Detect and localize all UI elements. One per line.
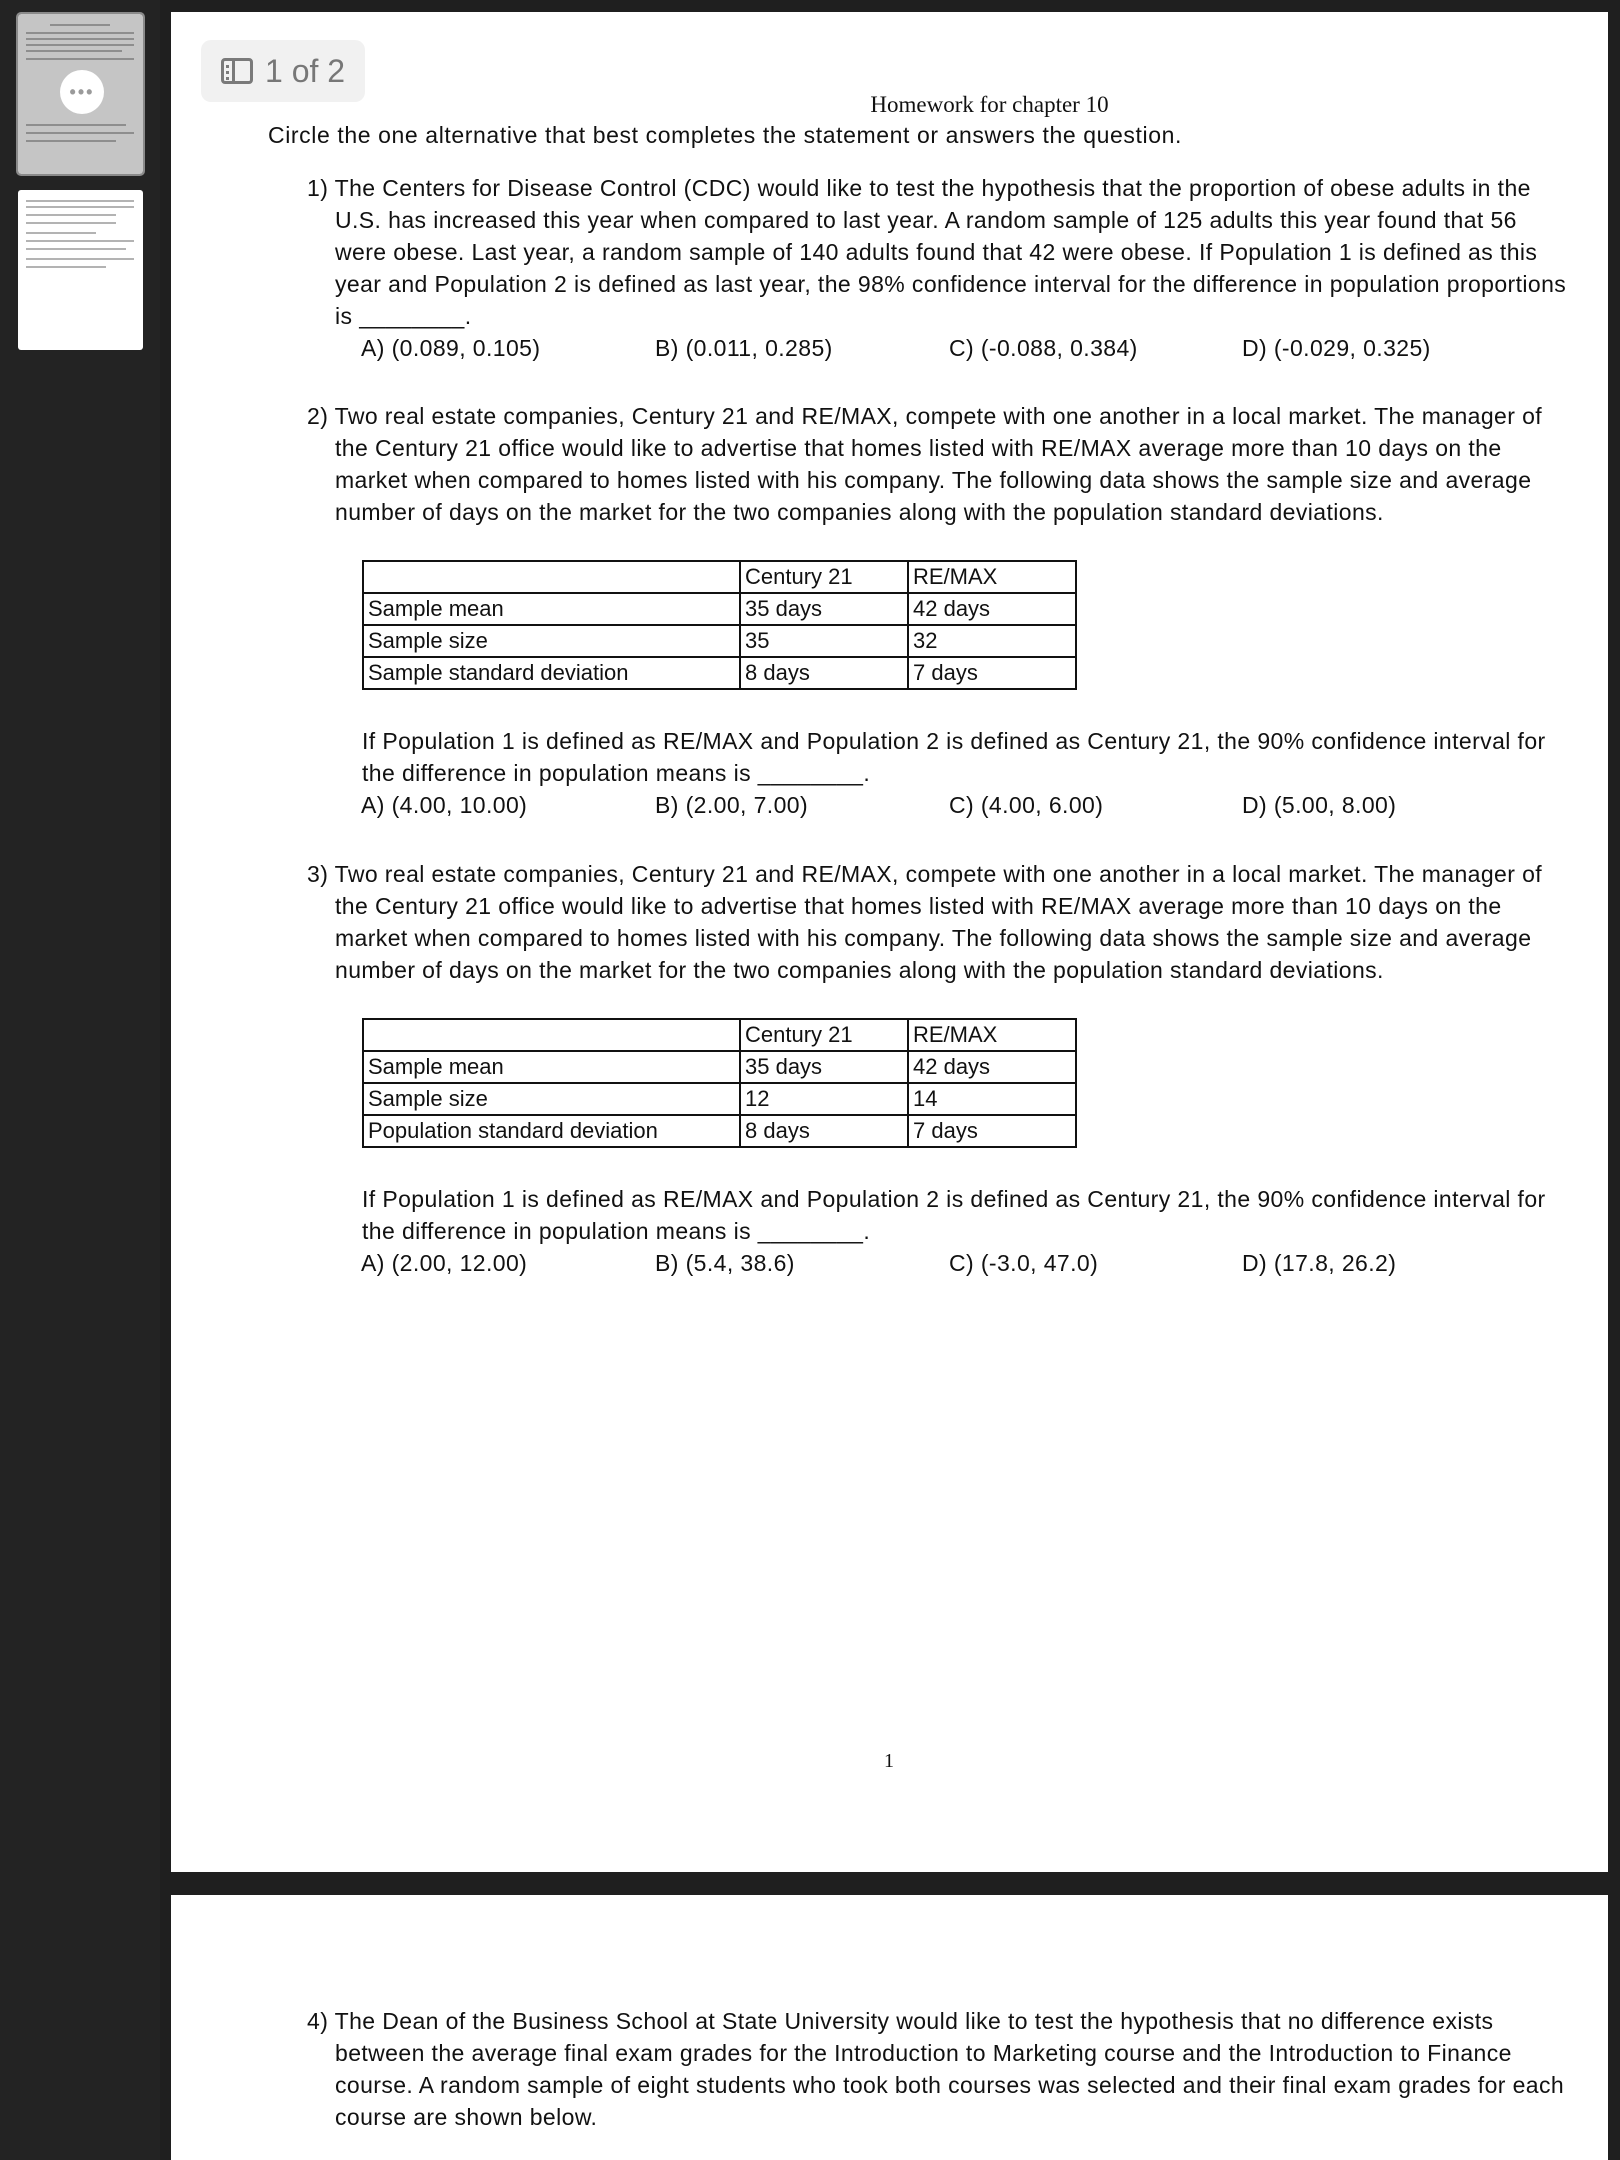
question-2-followup: [362, 725, 1572, 789]
thumbnail-more-icon[interactable]: •••: [60, 70, 104, 114]
thumbnail-line: [26, 206, 134, 208]
table-cell: Sample standard deviation: [363, 657, 740, 689]
thumbnail-line: [26, 132, 134, 134]
table-cell: 12: [740, 1083, 908, 1115]
table-row: [363, 1083, 1076, 1115]
table-cell: 42 days: [908, 593, 1076, 625]
answer-d[interactable]: D) (17.8, 26.2): [1242, 1250, 1397, 1276]
document-page-1: [171, 12, 1608, 1872]
question-1: [307, 172, 1575, 364]
table-cell: 8 days: [740, 1115, 908, 1147]
table-cell: 42 days: [908, 1051, 1076, 1083]
thumbnail-line: [26, 232, 96, 234]
question-text: The Dean of the Business School at State University would like to test the hypothesis that no difference exists between the average final exam grades for the Introduction to Marketing course and the Introduction to Finance course. A random sample of eight students who took both courses was selected and their final exam grades for each course are shown below.: [334, 2008, 1565, 2130]
question-number: 2): [307, 403, 329, 429]
table-cell: 35 days: [740, 1051, 908, 1083]
answer-a[interactable]: A) (0.089, 0.105): [361, 335, 541, 361]
answer-a[interactable]: A) (4.00, 10.00): [361, 792, 528, 818]
instructions: Circle the one alternative that best completes the statement or answers the question.: [268, 122, 1182, 148]
thumbnail-line: [26, 140, 116, 142]
thumbnail-line: [26, 200, 134, 202]
question-3-answers: [335, 1247, 1575, 1279]
table-cell: RE/MAX: [908, 561, 1076, 593]
table-cell: Century 21: [740, 1019, 908, 1051]
thumbnail-line: [50, 24, 110, 26]
table-cell: [363, 1019, 740, 1051]
thumbnail-line: [26, 124, 126, 126]
table-cell: Sample size: [363, 625, 740, 657]
thumbnail-line: [26, 222, 116, 224]
table-row: [363, 1115, 1076, 1147]
question-number: 3): [307, 861, 329, 887]
answer-b[interactable]: B) (5.4, 38.6): [655, 1250, 795, 1276]
question-number: 4): [307, 2008, 329, 2034]
answer-options: [361, 332, 1575, 364]
table-cell: Sample mean: [363, 1051, 740, 1083]
thumbnail-line: [26, 258, 134, 260]
table-header-row: [363, 1019, 1076, 1051]
thumbnail-line: [26, 240, 134, 242]
followup-text: If Population 1 is defined as RE/MAX and Population 2 is defined as Century 21, the 90% confidence interval for the difference in population means is ________.: [362, 1186, 1546, 1244]
thumbnail-line: [26, 266, 106, 268]
data-table-q3: [362, 1018, 1077, 1148]
followup-text: If Population 1 is defined as RE/MAX and Population 2 is defined as Century 21, the 90% confidence interval for the difference in population means is ________.: [362, 728, 1546, 786]
answer-d[interactable]: D) (-0.029, 0.325): [1242, 335, 1431, 361]
question-3: [307, 858, 1575, 986]
table-row: [363, 593, 1076, 625]
table-cell: Population standard deviation: [363, 1115, 740, 1147]
question-body: [307, 2005, 1575, 2133]
thumbnail-line: [26, 214, 116, 216]
question-body: [307, 858, 1575, 986]
answer-options: [361, 1247, 1575, 1279]
question-number: 1): [307, 175, 329, 201]
table-cell: 7 days: [908, 1115, 1076, 1147]
table-header-row: [363, 561, 1076, 593]
question-text: Two real estate companies, Century 21 and RE/MAX, compete with one another in a local market. The manager of the Century 21 office would like to advertise that homes listed with RE/MAX average more than 10 days on the market when compared to homes listed with his company. The following data shows the sample size and average number of days on the market for the two companies along with the population standard deviations.: [334, 861, 1543, 983]
page-number: 1: [884, 1750, 894, 1772]
thumbnail-line: [26, 32, 134, 34]
question-text: Two real estate companies, Century 21 and RE/MAX, compete with one another in a local market. The manager of the Century 21 office would like to advertise that homes listed with RE/MAX average more than 10 days on the market when compared to homes listed with his company. The following data shows the sample size and average number of days on the market for the two companies along with the population standard deviations.: [334, 403, 1543, 525]
sidebar-toggle-icon[interactable]: [221, 58, 253, 84]
thumbnail-line: [26, 50, 122, 52]
thumbnail-line: [26, 58, 134, 60]
document-page-2: [171, 1895, 1608, 2160]
data-table-q2: [362, 560, 1077, 690]
table-cell: 8 days: [740, 657, 908, 689]
answer-options: [361, 789, 1575, 821]
question-text: The Centers for Disease Control (CDC) would like to test the hypothesis that the proportion of obese adults in the U.S. has increased this year when compared to last year. A random sample of 125 adults this year found that 56 were obese. Last year, a random sample of 140 adults found that 42 were obese. If Population 1 is defined as this year and Population 2 is defined as last year, the 98% confidence interval for the difference in population proportions is ________.: [334, 175, 1567, 329]
question-4: [307, 2005, 1575, 2133]
thumbnail-line: [26, 44, 134, 46]
question-3-followup: [362, 1183, 1572, 1247]
answer-b[interactable]: B) (2.00, 7.00): [655, 792, 809, 818]
table-cell: Sample mean: [363, 593, 740, 625]
table-row: [363, 1051, 1076, 1083]
answer-d[interactable]: D) (5.00, 8.00): [1242, 792, 1397, 818]
page-indicator-label: 1 of 2: [265, 52, 346, 89]
answer-c[interactable]: C) (4.00, 6.00): [949, 792, 1104, 818]
question-2-answers: [335, 789, 1575, 821]
table-cell: 35 days: [740, 593, 908, 625]
thumbnail-sidebar[interactable]: [0, 0, 160, 2160]
table-cell: 14: [908, 1083, 1076, 1115]
table-cell: Century 21: [740, 561, 908, 593]
table-cell: [363, 561, 740, 593]
question-body: [307, 400, 1575, 528]
answer-b[interactable]: B) (0.011, 0.285): [655, 335, 833, 361]
table-cell: 35: [740, 625, 908, 657]
question-2: [307, 400, 1575, 528]
table-cell: Sample size: [363, 1083, 740, 1115]
question-body: [307, 172, 1575, 332]
thumbnail-line: [26, 248, 126, 250]
table-row: [363, 657, 1076, 689]
thumbnail-line: [26, 38, 134, 40]
answer-a[interactable]: A) (2.00, 12.00): [361, 1250, 528, 1276]
answer-c[interactable]: C) (-3.0, 47.0): [949, 1250, 1099, 1276]
thumbnail-page-1[interactable]: [18, 14, 143, 174]
table-cell: 32: [908, 625, 1076, 657]
thumbnail-page-2[interactable]: [18, 190, 143, 350]
answer-c[interactable]: C) (-0.088, 0.384): [949, 335, 1138, 361]
table-cell: 7 days: [908, 657, 1076, 689]
table-cell: RE/MAX: [908, 1019, 1076, 1051]
table-row: [363, 625, 1076, 657]
document-title: Homework for chapter 10: [870, 92, 1109, 117]
